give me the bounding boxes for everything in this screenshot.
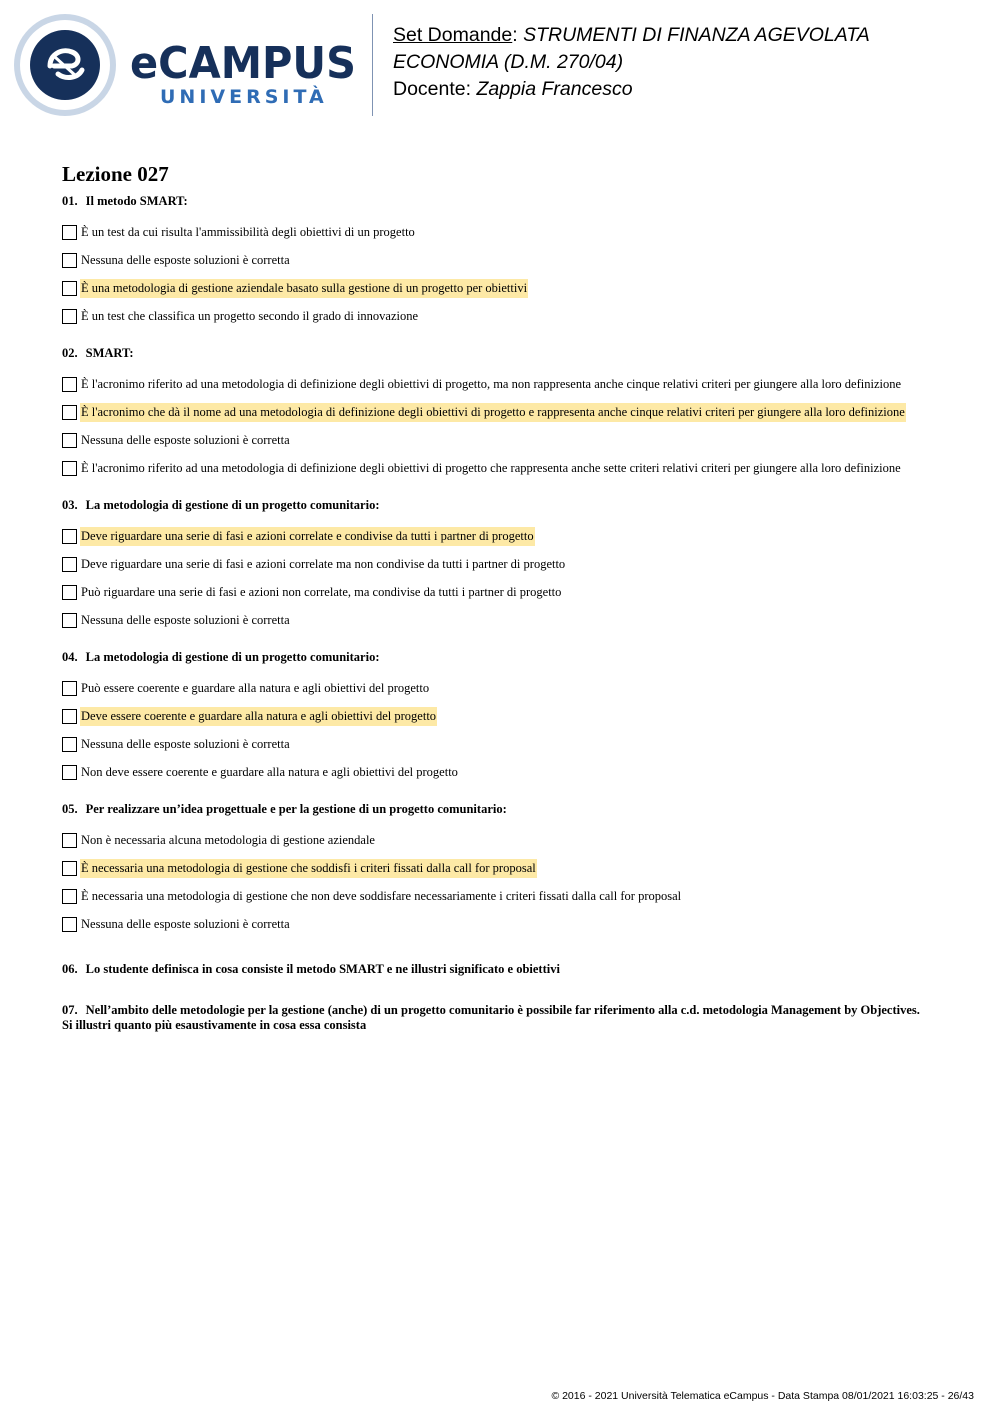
lesson-title: Lezione 027 xyxy=(62,162,169,186)
question-heading xyxy=(62,650,962,665)
answer-text: Nessuna delle esposte soluzioni è corretta xyxy=(81,612,290,627)
open-question xyxy=(62,962,962,977)
answer-text: Deve riguardare una serie di fasi e azioni correlate ma non condivise da tutti i partner di progetto xyxy=(81,556,566,571)
question-number: 05. xyxy=(62,802,78,816)
answer-checkbox[interactable] xyxy=(62,309,77,324)
question-block xyxy=(62,650,962,786)
answer-option[interactable] xyxy=(62,606,962,634)
answer-text: È un test da cui risulta l'ammissibilità degli obiettivi di un progetto xyxy=(81,224,415,239)
open-question xyxy=(62,1003,962,1033)
answer-checkbox[interactable] xyxy=(62,585,77,600)
teacher-label: Docente: xyxy=(393,78,472,100)
question-heading xyxy=(62,802,962,817)
question-heading xyxy=(62,346,962,361)
question-text: La metodologia di gestione di un progetto comunitario: xyxy=(85,650,380,664)
answer-checkbox[interactable] xyxy=(62,461,77,476)
course-title-line1: Set Domande: STRUMENTI DI FINANZA AGEVOLATA xyxy=(393,24,870,46)
answer-text: Può essere coerente e guardare alla natura e agli obiettivi del progetto xyxy=(81,680,430,695)
answer-text: È necessaria una metodologia di gestione che non deve soddisfare necessariamente i criteri fissati dalla call for proposal xyxy=(81,888,682,903)
answer-text: Nessuna delle esposte soluzioni è corretta xyxy=(81,432,290,447)
answer-text: Non deve essere coerente e guardare alla natura e agli obiettivi del progetto xyxy=(81,764,458,779)
question-set xyxy=(62,162,962,1033)
answer-option[interactable] xyxy=(62,854,962,882)
answer-checkbox[interactable] xyxy=(62,253,77,268)
answer-option[interactable] xyxy=(62,522,962,550)
answer-checkbox[interactable] xyxy=(62,681,77,696)
question-heading xyxy=(62,194,962,209)
question-text: Per realizzare un’idea progettuale e per la gestione di un progetto comunitario: xyxy=(85,802,507,816)
ecampus-wordmark-logo xyxy=(130,36,358,86)
answer-checkbox[interactable] xyxy=(62,889,77,904)
page-footer: © 2016 - 2021 Università Telematica eCampus - Data Stampa 08/01/2021 16:03:25 - 26/43 xyxy=(551,1390,974,1402)
answer-text-highlighted: È una metodologia di gestione aziendale basato sulla gestione di un progetto per obiettivi xyxy=(80,279,528,298)
course-title-line2: ECONOMIA (D.M. 270/04) xyxy=(393,51,624,73)
question-text: La metodologia di gestione di un progetto comunitario: xyxy=(85,498,380,512)
answer-checkbox[interactable] xyxy=(62,833,77,848)
answer-text-highlighted: È l'acronimo che dà il nome ad una metodologia di definizione degli obiettivi di progetto e rappresenta anche cinque relativi criteri per giungere alla loro definizione xyxy=(80,403,906,422)
question-number: 01. xyxy=(62,194,78,208)
answer-checkbox[interactable] xyxy=(62,861,77,876)
page-header xyxy=(0,0,1000,130)
answer-checkbox[interactable] xyxy=(62,433,77,448)
answer-checkbox[interactable] xyxy=(62,765,77,780)
answer-text: È un test che classifica un progetto secondo il grado di innovazione xyxy=(81,308,419,323)
answer-option[interactable] xyxy=(62,274,962,302)
answer-option[interactable] xyxy=(62,702,962,730)
answer-checkbox[interactable] xyxy=(62,557,77,572)
answer-text-highlighted: Deve essere coerente e guardare alla natura e agli obiettivi del progetto xyxy=(80,707,437,726)
answer-checkbox[interactable] xyxy=(62,281,77,296)
answer-checkbox[interactable] xyxy=(62,613,77,628)
course-info xyxy=(393,22,870,103)
question-text: Lo studente definisca in cosa consiste il metodo SMART e ne illustri significato e obiettivi xyxy=(85,962,560,976)
answer-option[interactable] xyxy=(62,882,962,910)
teacher-line xyxy=(393,76,870,103)
answer-option[interactable] xyxy=(62,758,962,786)
answer-text: Può riguardare una serie di fasi e azioni non correlate, ma condivise da tutti i partner di progetto xyxy=(81,584,562,599)
set-label: Set Domande xyxy=(393,24,513,46)
answer-option[interactable] xyxy=(62,398,962,426)
answer-checkbox[interactable] xyxy=(62,529,77,544)
question-heading xyxy=(62,498,962,513)
question-number: 02. xyxy=(62,346,78,360)
answer-text: È l'acronimo riferito ad una metodologia di definizione degli obiettivi di progetto, ma non rappresenta anche cinque relativi criteri per giungere alla loro definizione xyxy=(81,376,902,391)
question-text: Il metodo SMART: xyxy=(85,194,188,208)
answer-option[interactable] xyxy=(62,674,962,702)
question-text: SMART: xyxy=(85,346,134,360)
question-block xyxy=(62,346,962,482)
ecampus-emblem-icon xyxy=(36,36,94,94)
answer-option[interactable] xyxy=(62,550,962,578)
question-block xyxy=(62,802,962,938)
answer-option[interactable] xyxy=(62,578,962,606)
teacher-name: Zappia Francesco xyxy=(476,78,633,100)
question-number: 07. xyxy=(62,1003,78,1017)
answer-option[interactable] xyxy=(62,302,962,330)
answer-option[interactable] xyxy=(62,454,962,482)
answer-text: Non è necessaria alcuna metodologia di gestione aziendale xyxy=(81,832,375,847)
brand-subtitle: UNIVERSITÀ xyxy=(160,86,328,108)
question-text-continued: Si illustri quanto più esaustivamente in cosa essa consista xyxy=(62,1018,367,1032)
answer-checkbox[interactable] xyxy=(62,225,77,240)
answer-option[interactable] xyxy=(62,218,962,246)
answer-checkbox[interactable] xyxy=(62,917,77,932)
answer-checkbox[interactable] xyxy=(62,709,77,724)
answer-option[interactable] xyxy=(62,426,962,454)
answer-checkbox[interactable] xyxy=(62,405,77,420)
questions-list xyxy=(62,194,962,938)
question-number: 04. xyxy=(62,650,78,664)
ecampus-seal-logo xyxy=(14,14,116,116)
question-block xyxy=(62,194,962,330)
answer-checkbox[interactable] xyxy=(62,737,77,752)
brand-name: eCAMPUS xyxy=(130,38,356,86)
answer-text: Nessuna delle esposte soluzioni è corretta xyxy=(81,916,290,931)
answer-text-highlighted: Deve riguardare una serie di fasi e azioni correlate e condivise da tutti i partner di progetto xyxy=(80,527,535,546)
header-divider xyxy=(372,14,373,116)
question-block xyxy=(62,498,962,634)
answer-option[interactable] xyxy=(62,370,962,398)
answer-checkbox[interactable] xyxy=(62,377,77,392)
answer-text: Nessuna delle esposte soluzioni è corretta xyxy=(81,736,290,751)
question-text: Nell’ambito delle metodologie per la gestione (anche) di un progetto comunitario è possibile far riferimento alla c.d. metodologia Management by Objectives. xyxy=(85,1003,920,1017)
question-number: 03. xyxy=(62,498,78,512)
answer-option[interactable] xyxy=(62,730,962,758)
course-name: STRUMENTI DI FINANZA AGEVOLATA xyxy=(523,24,870,46)
answer-text-highlighted: È necessaria una metodologia di gestione che soddisfi i criteri fissati dalla call for proposal xyxy=(80,859,537,878)
answer-text: Nessuna delle esposte soluzioni è corretta xyxy=(81,252,290,267)
answer-option[interactable] xyxy=(62,910,962,938)
answer-option[interactable] xyxy=(62,826,962,854)
question-number: 06. xyxy=(62,962,78,976)
answer-option[interactable] xyxy=(62,246,962,274)
answer-text: È l'acronimo riferito ad una metodologia di definizione degli obiettivi di progetto che rappresenta anche sette criteri relativi criteri per giungere alla loro definizione xyxy=(81,460,901,475)
